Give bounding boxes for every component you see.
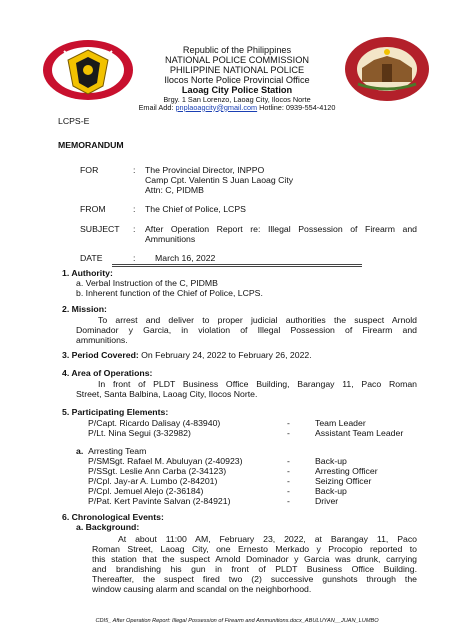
mission-line-1: To arrest and deliver to proper judicial authorities the suspect Arnold [98,315,417,325]
team-row-dash: - [287,428,290,438]
arresting-row-role: Driver [315,496,339,506]
for-colon: : [133,165,136,175]
arresting-row-dash: - [287,466,290,476]
arresting-row-name: P/Cpl. Jay-ar A. Lumbo (2-84201) [88,476,218,486]
pnp-seal-logo [42,39,134,101]
bg-line-1: At about 11:00 AM, February 23, 2022, at Barangay 11, Paco [118,534,417,544]
authority-item-b: b. Inherent function of the Chief of Police, LCPS. [76,288,263,298]
arresting-row-name: P/SSgt. Leslie Ann Carba (2-34123) [88,466,227,476]
subject-line-1: After Operation Report re: Illegal Possession of Firearm and [145,224,417,234]
header-address: Brgy. 1 San Lorenzo, Laoag City, Ilocos Norte [163,94,311,104]
mission-title: 2. Mission: [62,304,107,314]
for-line-3: Attn: C, PIDMB [145,185,204,195]
laoag-station-seal-logo [344,36,430,102]
hotline: Hotline: 0939-554-4120 [259,102,336,112]
period-line [62,350,312,360]
arresting-row-role: Back-up [315,456,347,466]
background-label: a. Background: [76,522,140,532]
header-provincial-office: Ilocos Norte Police Provincial Office [164,75,310,85]
from-value: The Chief of Police, LCPS [145,204,246,214]
period-text: On February 24, 2022 to February 26, 2022. [138,350,312,360]
period-title: 3. Period Covered: [62,350,139,360]
header-contact-line [110,104,364,113]
arresting-row-role: Back-up [315,486,347,496]
bg-line-5: Thereafter, the suspect fired two (2) successive gunshots through the [92,574,417,584]
area-line-2: Street, Santa Balbina, Laoag City, Ilocos Norte. [76,389,258,399]
chrono-title: 6. Chronological Events: [62,512,164,522]
team-row-role: Assistant Team Leader [315,428,404,438]
for-line-1: The Provincial Director, INPPO [145,165,265,175]
arresting-row-dash: - [287,476,290,486]
arresting-team-label: a. Arresting Team [76,446,147,456]
arresting-row-name: P/Cpl. Jemuel Alejo (2-36184) [88,486,204,496]
area-line-1: In front of PLDT Business Office Building, Barangay 11, Paco Roman [98,379,417,389]
bg-line-2: Roman Street, Laoag City, one Ernesto Merkado y Procopio reported to [92,544,417,554]
participating-title: 5. Participating Elements: [62,407,169,417]
subject-line-2: Ammunitions [145,234,196,244]
date-underline [112,264,362,265]
header-napolcom: NATIONAL POLICE COMMISSION [165,55,309,65]
mission-line-3: ammunitions. [76,335,128,345]
bg-line-4: and brandishing his gun in front of PLDT Business Office Building. [92,564,417,574]
header-republic: Republic of the Philippines [182,45,292,55]
for-line-2: Camp Cpt. Valentin S Juan Laoag City [145,175,294,185]
email-link[interactable]: pnplaoagcity@gmail.com [175,102,258,112]
memo-title: MEMORANDUM [58,140,124,150]
team-row-name: P/Capt. Ricardo Dalisay (4-83940) [88,418,221,428]
mission-line-2: Dominador y Garcia, in violation of Illegal Possession of Firearm and [76,325,417,335]
email-label: Email Add: [138,102,174,112]
subject-colon: : [133,224,136,234]
team-row-dash: - [287,418,290,428]
subject-label: SUBJECT [80,224,120,234]
authority-title: 1. Authority: [62,268,113,278]
arresting-row-dash: - [287,456,290,466]
bg-line-6: window causing alarm and scandal on the neighborhood. [92,584,312,594]
arresting-row-name: P/Pat. Kert Pavinte Salvan (2-84921) [88,496,231,506]
bg-line-3: this station that the suspect Arnold Dominador y Garcia was drunk, carrying [92,554,417,564]
header-station: Laoag City Police Station [181,85,293,95]
date-colon: : [133,253,136,263]
header-pnp: PHILIPPINE NATIONAL POLICE [169,65,305,75]
ref-code: LCPS-E [58,116,90,126]
date-label: DATE [80,253,103,263]
authority-item-a: a. Verbal Instruction of the C, PIDMB [76,278,218,288]
date-value: March 16, 2022 [155,253,216,263]
from-label: FROM [80,204,106,214]
date-underline-2 [112,266,362,267]
arresting-row-role: Seizing Officer [315,476,372,486]
arresting-row-role: Arresting Officer [315,466,378,476]
area-title: 4. Area of Operations: [62,368,153,378]
team-row-role: Team Leader [315,418,366,428]
arresting-row-name: P/SMSgt. Rafael M. Abuluyan (2-40923) [88,456,243,466]
for-label: FOR [80,165,99,175]
document-footer: CDI5_ After Operation Report: Illegal Possession of Firearm and Ammunitions.docx_ABULUYAN__JUAN_LUMBO [95,618,379,624]
team-row-name: P/Lt. Nina Segui (3-32982) [88,428,191,438]
from-colon: : [133,204,136,214]
arresting-row-dash: - [287,496,290,506]
arresting-row-dash: - [287,486,290,496]
